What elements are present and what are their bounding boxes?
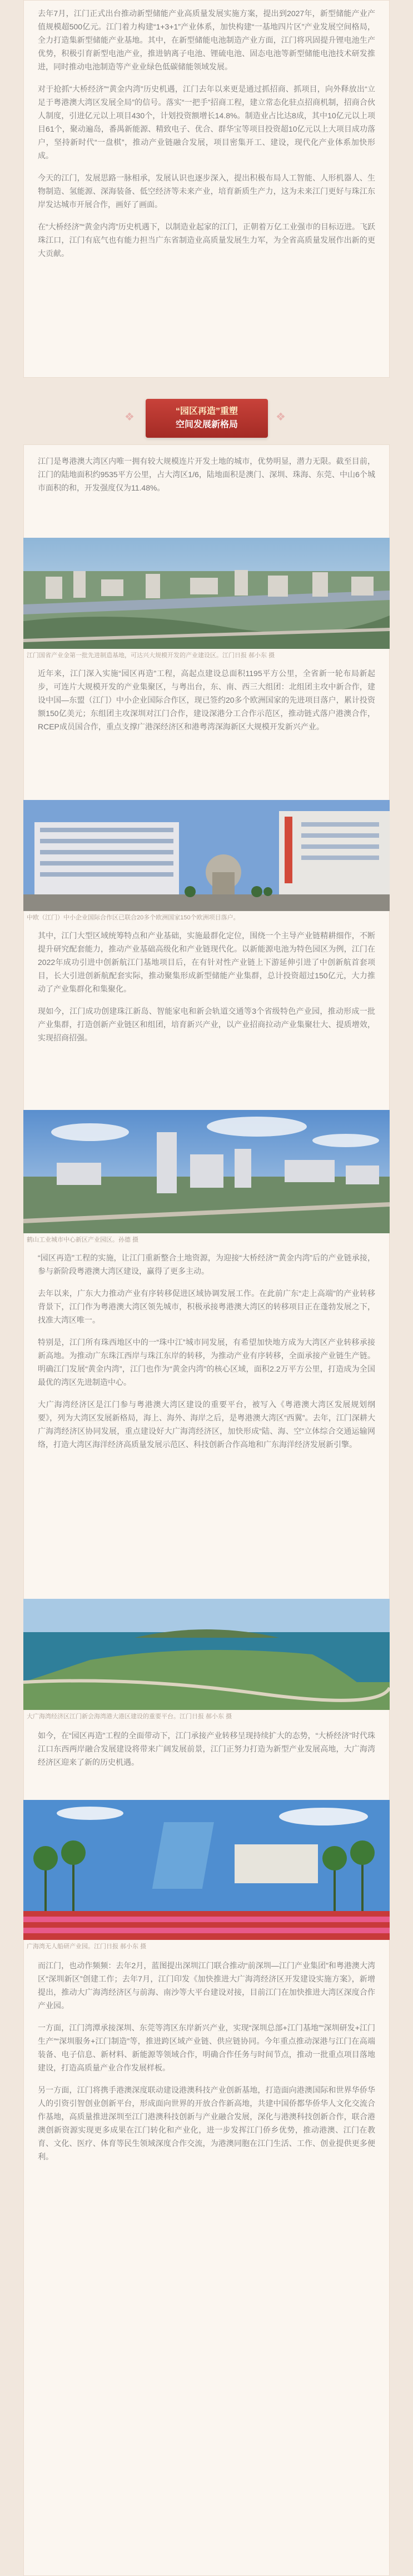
intro-paragraph-1: 去年7月，江门正式出台推动新型储能产业高质量发展实施方案，提出到2027年，新型储能产业产值规模超500亿元。江门着力构建“1+3+1”产业体系，加快构建“一基地四片区”产业发展空间格局，全力打造集新型储能产业基地。其中，在新型储能电池制造产业方面，江门将巩固提升锂电池生产优势，积极引育新型电池产业，推进钠离子电池、锂硫电池、固态电池等新型储能电池技术研发推进，同时推动电池制造等产业业绿色低碳储能领域发展。 [38, 9, 375, 71]
paragraph: 如今，在“园区再造”工程的全面带动下，江门承接产业转移呈现持续扩大的态势，“大桥经济”时代珠江口东西两岸融合发展建设将带来广阔发展前景，江门正努力打造为新型产业发展高地，大广海湾经济区迎来了新的历史机遇。 [38, 1731, 375, 1767]
content-block-4 [23, 1251, 390, 1460]
industrial-park-gateway-photo [23, 1800, 390, 1940]
paragraph: 另一方面，江门将携手港澳深度联动建设港澳科技产业创新基地，打造面向港澳国际和世界华侨华人的引资引智创业创新平台，形成面向世界的开放合作新高地，共建中国侨都华侨华人文化交流合作基地，高质量推进深圳至江门港澳科技创新与产业融合发展，深化与港澳科技创新合作，联合港澳创新资源实现更多成果在江门转化和产业化，进一步发挥江门侨乡优势，推动港澳、江门在教育、文化、医疗、体育等民生领域深度合作交流，为港澳同胞在江门生活、工作、创业提供更多便利。 [38, 2085, 375, 2161]
paragraph: 一方面，江门湾潭承接深圳、东莞等湾区东岸新兴产业，实现“深圳总部+江门基地”“深圳研发+江门生产”“深圳服务+江门制造”等，推进跨区域产业链、供应链协同。今年重点推动深港与江门在高端装备、电子信息、新材料、新能源等领域合作，明确合作任务与时间节点，推动一批重点项目落地建设，打造高质量产业合作发展样板。 [38, 2023, 375, 2072]
bay-economic-zone-photo [23, 1599, 390, 1710]
paragraph: 其中，江门大型区域统筹特点和产业基础，实施最群化定位，围绕一个主导产业链精耕细作，不断提升研究配套能力，推动产业基础高级化和产业链现代化。以新能源电池为特色园区为例，江门在2022年成功引进中创新航江门基地项目后，在有针对性产业链上下游延伸引进了中创新航首套项目，长大引进创新航配套实际，推动聚集形成新型储能产业集群，总计投资超过150亿元，大力推动了产业集群化和集聚化。 [38, 931, 375, 993]
cloud-ornament-icon: ❖ [276, 411, 286, 423]
content-block-1 [23, 454, 390, 503]
paragraph: 而江门，也动作频频：去年2月，蓝图提出深圳江门联合推动“前深圳—江门产业集团”和粤港澳大湾区“深圳新区”创建工作；去年7月，江门印发《加快推进大广海湾经济区开发建设实施方案》，新增提出，推动大广海湾经济区与前海、南沙等大平台建设对接，目前江门在加快推进大湾区深度合作产业园。 [38, 1961, 375, 2010]
intro-paragraph-4: 在“大桥经济”“黄金内湾”历史机遇下，以制造业起家的江门，正朝着万亿工业强市的目标迈进。飞跃珠江口，江门有底气也有能力担当广东省制造业高质量发展生力军，为全省高质量发展作出新的更大贡献。 [38, 222, 375, 258]
paragraph: 特别是，江门所有珠西地区中的一“珠中江”城市同发展，有希望加快地方成为大湾区产业转移承接新高地。为推动广东珠江西岸与珠江东岸的转移，为推动产业有序转移，全面承接产业链生产链。明确江门发展“黄金内湾”，江门也作为“黄金内湾”的核心区域，面积2.2万平方公里，打造成为全国最优的湾区先进制造中心。 [38, 1338, 375, 1387]
paragraph: 去年以来，广东大力推动产业有序转移促进区域协调发展工作。在此前广东“走上高端”的产业转移背景下，江门作为粤港澳大湾区领先城市，积极承接粤港澳大湾区的转移项目正在蓬勃发展之下，找准大湾区唯一。 [38, 1289, 375, 1324]
paragraph: 江门是粤港澳大湾区内唯一拥有较大规模连片开发土地的城市，优势明显，潜力无限。截至目前，江门的陆地面积约9535平方公里，占大湾区1/6，陆地面积是澳门、深圳、珠海、东莞、中山6个城市面积的和，开发强度仅为11.48%。 [38, 457, 375, 492]
paragraph: 现如今，江门成功创建珠江新岛、智能家电和新会轨道交通等3个省级特色产业园，推动形成一批产业集群，打造创新产业链区和组团，培育新兴产业，以产业招商拉动产业集聚壮大、提质增效，实现招商招强。 [38, 1007, 375, 1042]
content-block-2 [23, 667, 390, 742]
new-district-photo [23, 1110, 390, 1233]
photo-caption: 中欧（江门）中小企业国际合作区已联合20多个欧洲国家150个欧洲项目落户。 [27, 914, 240, 921]
paragraph: 大广海湾经济区是江门参与粤港澳大湾区建设的重要平台，被写入《粤港澳大湾区发展规划纲要》，列为大湾区发展新格局，海上、海外、海岸之后，是粤港澳大湾区“西翼”。去年，江门深耕大广海湾经济区协同发展，重点建设好大广海湾经济区，加快形成“陆、海、空”立体综合交通运输网络，打造大湾区海洋经济高质量发展示范区、科技创新合作高地和广东海洋经济发展新引擎。 [38, 1400, 375, 1449]
paragraph: 近年来，江门深入实施“园区再造”工程，高起点建设总面积1195平方公里，全省新一轮布局新起步，可连片大规模开发的产业集聚区，与粤出台，东、南、西三大组团：北组团主攻中新合作，建设中国—东盟（江门）中小企业国际合作区，现已签约20多个欧洲国家的先进项目落户，累计投资额150亿美元；东组团主攻深圳对江门合作，建设深港分工合作示范区，推动链式落户港澳合作，RCEP成员国合作，重点支撑广港深经济区和港粤湾深海新区大规模开发新兴产业。 [38, 669, 375, 731]
city-aerial-photo [23, 538, 390, 649]
cloud-ornament-icon: ❖ [125, 411, 135, 423]
section-title-line-1: “园区再造”重塑 [175, 407, 238, 416]
content-block-3 [23, 929, 390, 1053]
intro-paragraph-3: 今天的江门，发展思路一脉相承，发展认识也逐步深入，提出积极布局人工智能、人形机器人、生物制造、氢能源、深海装备、低空经济等未来产业，培育新质生产力，这为未来江门更好与珠江东岸发达城市开展合作，画好了画面。 [38, 173, 375, 209]
intro-card [23, 0, 390, 378]
photo-caption: 大广海湾经济区江门新会海湾港大港区建设的重要平台。江门日报 郝小东 摄 [27, 1713, 232, 1720]
photo-caption: 江门国省产业金第一批先进制造基地，可达兴大规模开发的产业建设区。江门日报 郝小东 摄 [27, 652, 275, 659]
content-card [23, 444, 390, 2576]
section-title-line-2: 空间发展新格局 [175, 420, 238, 429]
section-title-badge [125, 399, 286, 438]
photo-caption: 鹤山工业城市中心新区产业园区。孙德 摄 [27, 1237, 139, 1243]
industrial-park-photo [23, 800, 390, 911]
section-title [146, 399, 268, 438]
intro-paragraph-2: 对于抢抓“大桥经济”“黄金内湾”历史机遇，江门去年以来更是通过抓招商、抓项目，向外释放出“立足于粤港澳大湾区发展全局”的信号。落实“一把手”招商工程，建立常态化驻点招商机制，招商合伙人制度，引进亿元以上项目430个，计划投资额增长14.8%。制造业占比达8成，其中10亿元以上项目61个，聚动遍岛，番禺新能源、精致电子、优合、群华宝等项目投资超10亿元以上大项目成功落户，坚持新时代“一盘棋”，推动产业链融合发展，项目密集开工、建设，现代化产业体系加快形成。 [38, 84, 375, 160]
photo-caption: 广海湾无人船研产业园。江门日报 郝小东 摄 [27, 1943, 147, 1950]
content-block-6 [23, 1959, 390, 2172]
paragraph: “园区再造”工程的实施，让江门重新整合土地资源，为迎接“大桥经济”“黄金内湾”后的产业链承接，参与新阶段粤港澳大湾区建设，赢得了更多主动。 [38, 1253, 375, 1276]
content-block-5 [23, 1729, 390, 1778]
